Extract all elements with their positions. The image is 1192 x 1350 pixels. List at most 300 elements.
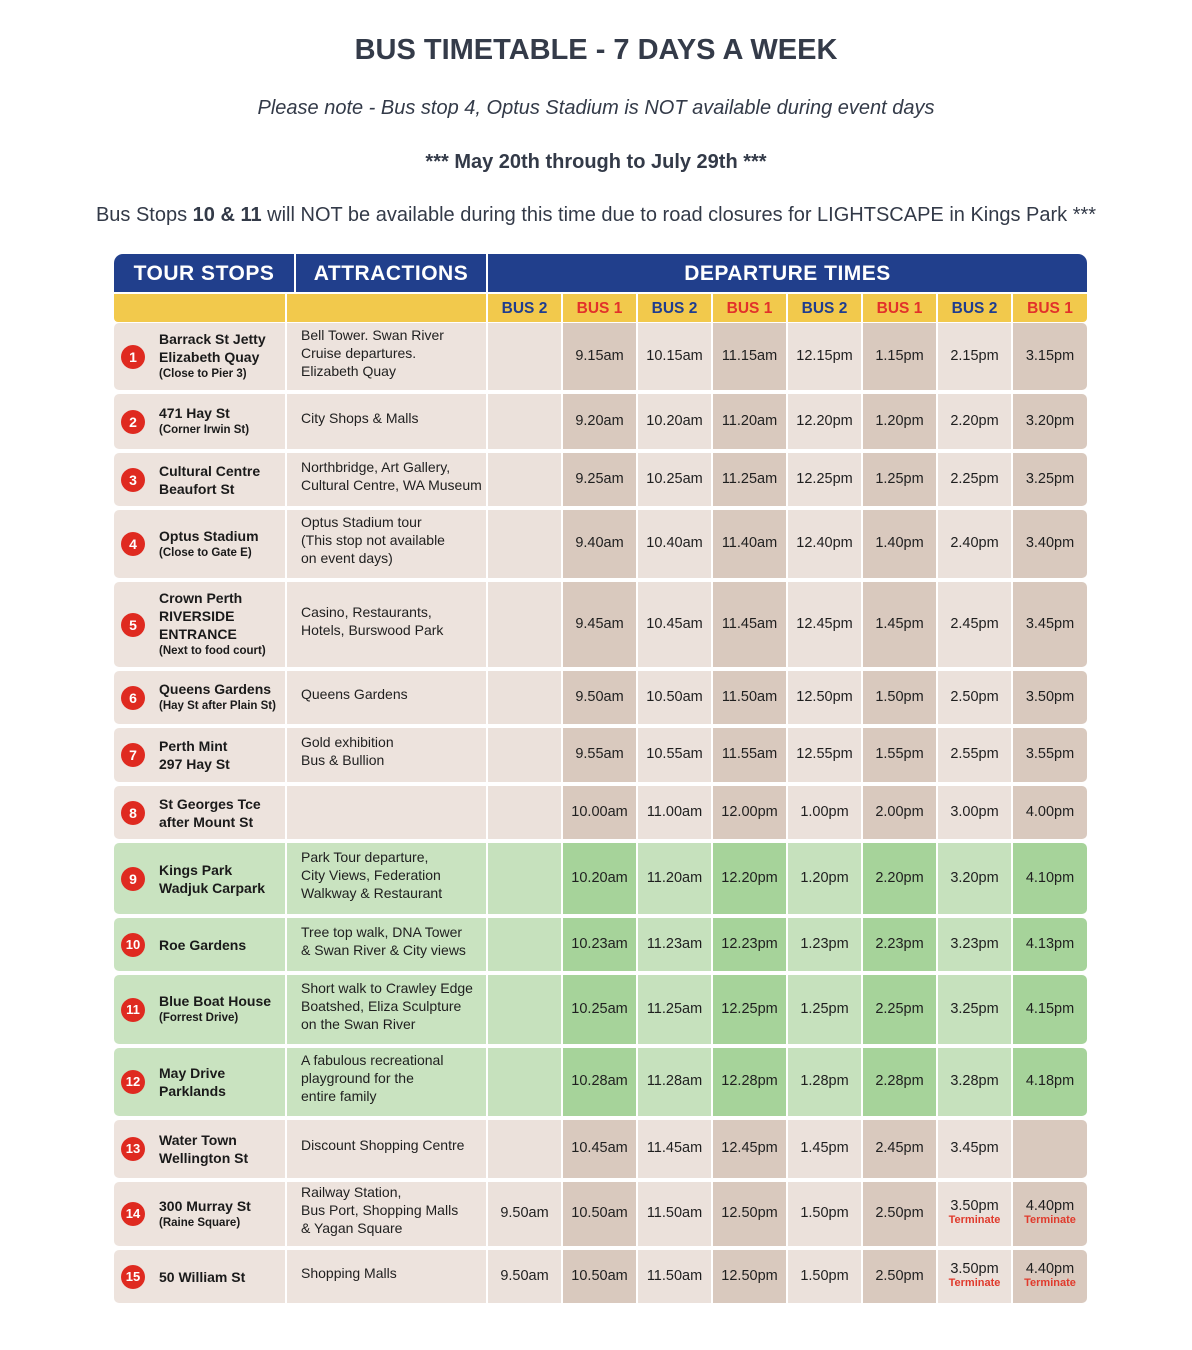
departure-time-value: 3.50pm [950, 1260, 999, 1277]
departure-time-value: 12.20pm [721, 869, 778, 886]
departure-time-cell [938, 786, 1011, 839]
departure-time-cell [1013, 1120, 1087, 1178]
departure-time [713, 471, 786, 487]
departure-time-value: 12.23pm [721, 935, 778, 952]
departure-time-value: 4.00pm [1025, 803, 1075, 820]
departure-time-cell [638, 582, 711, 667]
departure-time-value: 1.15pm [875, 347, 924, 364]
departure-time [1013, 535, 1087, 551]
departure-time [788, 804, 861, 820]
stop-name [159, 527, 281, 562]
departure-time-cell [938, 453, 1011, 506]
departure-time [713, 936, 786, 952]
departure-time-cell [1013, 975, 1087, 1044]
tour-stop-cell [114, 582, 285, 667]
timetable-row [114, 975, 1087, 1044]
departure-time [1013, 1073, 1087, 1089]
departure-time-value: 1.50pm [800, 1267, 849, 1284]
tour-stop-cell [114, 786, 285, 839]
closure-suffix: will NOT be available during this time due to road closures for LIGHTSCAPE in Kings Park *** [261, 204, 1097, 226]
departure-time-value: 2.50pm [875, 1267, 924, 1284]
departure-time-cell [563, 323, 636, 390]
departure-time-cell [638, 1250, 711, 1303]
subheader-divider [936, 294, 938, 322]
road-closure-notice [0, 204, 1192, 227]
departure-time-cell [563, 394, 636, 449]
bus-subheader [114, 294, 1087, 322]
stop-name-text: 471 Hay St [159, 405, 230, 421]
subheader-divider [285, 294, 287, 322]
timetable-row [114, 918, 1087, 971]
subheader-divider [636, 294, 638, 322]
attraction-text: Discount Shopping Centre [301, 1137, 465, 1153]
departure-time-value: 4.13pm [1025, 935, 1075, 952]
departure-time [938, 936, 1011, 952]
attraction-cell [287, 1250, 486, 1303]
departure-time-value: 10.55am [646, 746, 703, 762]
departure-time-value: 9.15am [575, 347, 624, 364]
stop-name [159, 1064, 281, 1100]
bus-column-header: BUS 1 [1027, 300, 1073, 317]
departure-time [563, 1268, 636, 1284]
stop-name [159, 1131, 281, 1167]
departure-time [938, 348, 1011, 364]
departure-time-cell [563, 453, 636, 506]
departure-time [1013, 413, 1087, 429]
timetable-header [114, 254, 1087, 292]
departure-time-cell [638, 918, 711, 971]
departure-time-cell [1013, 394, 1087, 449]
departure-time [563, 804, 636, 820]
departure-time [788, 1140, 861, 1156]
attraction-cell [287, 975, 486, 1044]
departure-time-cell [638, 394, 711, 449]
departure-time-cell [863, 975, 936, 1044]
departure-time-cell [488, 323, 561, 390]
stop-name-text: Optus Stadium [159, 527, 259, 544]
departure-time [638, 936, 711, 952]
departure-time-cell [1013, 323, 1087, 390]
tour-stop-cell [114, 510, 285, 578]
attraction-cell [287, 1048, 486, 1116]
departure-time [788, 1073, 861, 1089]
departure-time-cell [788, 975, 861, 1044]
departure-time [1013, 1261, 1087, 1290]
departure-time-cell [488, 510, 561, 578]
departure-time [863, 804, 936, 820]
departure-time-cell [713, 323, 786, 390]
departure-time-value: 4.18pm [1025, 1073, 1075, 1089]
departure-time-cell [638, 1182, 711, 1246]
stop-name [159, 795, 281, 831]
departure-time-value: 1.00pm [800, 803, 849, 820]
timetable-row [114, 323, 1087, 390]
departure-time-cell [938, 510, 1011, 578]
departure-time-cell [713, 786, 786, 839]
departure-time [563, 1205, 636, 1221]
stop-name-text: Kings Park Wadjuk Carpark [159, 861, 266, 896]
stop-name [159, 1197, 281, 1232]
timetable-row [114, 671, 1087, 724]
departure-time [1013, 870, 1087, 886]
attraction-text: A fabulous recreational playground for the entire family [301, 1052, 444, 1104]
departure-time [938, 1001, 1011, 1017]
departure-time-cell [788, 728, 861, 782]
departure-time-cell [638, 453, 711, 506]
departure-time-cell [863, 1048, 936, 1116]
stop-number-badge: 5 [121, 613, 145, 637]
timetable-row [114, 582, 1087, 667]
departure-time [938, 1073, 1011, 1089]
departure-time-value: 1.50pm [875, 688, 924, 705]
departure-time-value: 3.50pm [1025, 688, 1075, 705]
departure-time-value: 11.28am [646, 1073, 703, 1089]
departure-time-value: 9.50am [500, 1267, 549, 1284]
stop-name [159, 462, 281, 498]
stop-number-badge: 11 [121, 998, 145, 1022]
departure-time-value: 12.40pm [796, 535, 853, 551]
departure-time [863, 535, 936, 551]
departure-time-cell [788, 918, 861, 971]
departure-time [938, 616, 1011, 632]
departure-time [788, 616, 861, 632]
departure-time-cell [788, 1182, 861, 1246]
stop-location-note: (Next to food court) [159, 645, 266, 657]
departure-time-cell [788, 843, 861, 914]
departure-time-value: 10.50am [646, 688, 703, 705]
departure-time-cell [938, 1182, 1011, 1246]
attraction-cell [287, 1182, 486, 1246]
departure-time [563, 348, 636, 364]
departure-time-cell [863, 728, 936, 782]
departure-time-value: 3.28pm [950, 1073, 999, 1089]
departure-time-value: 2.25pm [875, 1000, 924, 1017]
departure-time [938, 413, 1011, 429]
departure-time-value: 4.15pm [1025, 1000, 1075, 1017]
departure-time-cell [788, 510, 861, 578]
bus-column-header: BUS 1 [726, 300, 773, 317]
stop-number-badge: 14 [121, 1202, 145, 1226]
departure-time-cell [713, 582, 786, 667]
departure-time-cell [713, 975, 786, 1044]
departure-time [638, 348, 711, 364]
subheader-divider [561, 294, 563, 322]
page-title: BUS TIMETABLE - 7 DAYS A WEEK [354, 34, 838, 66]
header-departure-times: DEPARTURE TIMES [684, 262, 891, 285]
stop-name [159, 1268, 281, 1286]
departure-time-cell [638, 510, 711, 578]
departure-time-value: 2.28pm [875, 1073, 924, 1089]
departure-time-value: 11.50am [721, 688, 778, 705]
departure-time-cell [563, 918, 636, 971]
departure-time-cell [713, 1048, 786, 1116]
departure-time-value: 12.55pm [796, 746, 853, 762]
attraction-text: Northbridge, Art Gallery, Cultural Centre, WA Museum [301, 458, 482, 493]
stop-location-note: (Forrest Drive) [159, 1012, 239, 1024]
departure-time-value: 11.50am [646, 1205, 703, 1221]
attraction-cell [287, 728, 486, 782]
stop-number-badge: 3 [121, 468, 145, 492]
departure-time [1013, 746, 1087, 762]
tour-stop-cell [114, 1120, 285, 1178]
departure-time [713, 1001, 786, 1017]
bus-column-header: BUS 1 [876, 300, 923, 317]
departure-time [488, 1205, 561, 1221]
departure-time [938, 870, 1011, 886]
departure-time-value: 10.20am [646, 412, 703, 429]
stop-number-badge: 10 [121, 933, 145, 957]
tour-stop-cell [114, 975, 285, 1044]
header-tour-stops: TOUR STOPS [133, 262, 275, 285]
departure-time-cell [788, 323, 861, 390]
attraction-cell [287, 671, 486, 724]
bus-column-header: BUS 2 [951, 300, 998, 317]
stop-name-text: 300 Murray St [159, 1197, 251, 1214]
departure-time [1013, 348, 1087, 364]
departure-time-cell [938, 975, 1011, 1044]
departure-time [863, 471, 936, 487]
departure-time [938, 746, 1011, 762]
departure-time-cell [938, 1250, 1011, 1303]
departure-time [563, 471, 636, 487]
departure-time-value: 3.55pm [1025, 746, 1075, 762]
departure-time-value: 1.50pm [800, 1205, 849, 1221]
departure-time [638, 689, 711, 705]
departure-time-cell [863, 453, 936, 506]
departure-time-value: 1.25pm [875, 470, 924, 487]
tour-stop-cell [114, 671, 285, 724]
departure-time-cell [713, 394, 786, 449]
tour-stop-cell [114, 1182, 285, 1246]
departure-time-value: 1.28pm [800, 1073, 849, 1089]
departure-time [863, 1073, 936, 1089]
departure-time [863, 616, 936, 632]
departure-time-value: 2.55pm [950, 746, 999, 762]
stop-name [159, 861, 281, 897]
terminate-label: Terminate [948, 1214, 1001, 1226]
bus-column-header: BUS 2 [651, 300, 698, 317]
departure-time [863, 689, 936, 705]
departure-time-value: 2.23pm [875, 935, 924, 952]
departure-time-value: 2.45pm [950, 615, 999, 632]
timetable-row [114, 786, 1087, 839]
departure-time-value: 3.50pm [950, 1198, 999, 1214]
departure-time [713, 535, 786, 551]
departure-time-cell [488, 1250, 561, 1303]
attraction-text: Railway Station, Bus Port, Shopping Malls & Yagan Square [301, 1184, 459, 1236]
departure-time-cell [788, 582, 861, 667]
attraction-text: Casino, Restaurants, Hotels, Burswood Park [301, 603, 444, 638]
subheader-divider [861, 294, 863, 322]
departure-time [563, 936, 636, 952]
event-day-note: Please note - Bus stop 4, Optus Stadium is NOT available during event days [257, 97, 935, 119]
timetable-row [114, 510, 1087, 578]
departure-time-cell [563, 1048, 636, 1116]
departure-time-value: 9.25am [575, 470, 624, 487]
departure-time [788, 936, 861, 952]
departure-time-cell [863, 671, 936, 724]
stop-number-badge: 12 [121, 1070, 145, 1094]
departure-time-cell [488, 394, 561, 449]
departure-time [788, 1205, 861, 1221]
departure-time-cell [863, 394, 936, 449]
departure-time-cell [863, 1250, 936, 1303]
departure-time [788, 1001, 861, 1017]
departure-time-cell [713, 1250, 786, 1303]
departure-time-value: 12.45pm [796, 615, 853, 632]
departure-time [638, 1268, 711, 1284]
departure-time-value: 3.23pm [950, 935, 999, 952]
departure-time-cell [788, 1120, 861, 1178]
departure-time-value: 10.50am [571, 1205, 628, 1221]
departure-time-value: 12.25pm [721, 1000, 778, 1017]
departure-time-cell [863, 323, 936, 390]
stop-name-text: Queens Gardens [159, 681, 272, 697]
departure-time-value: 10.28am [571, 1073, 628, 1089]
departure-time [938, 535, 1011, 551]
departure-time [788, 348, 861, 364]
departure-time-value: 2.40pm [950, 535, 999, 551]
departure-time-value: 12.45pm [721, 1140, 778, 1156]
departure-time-cell [938, 1120, 1011, 1178]
departure-time-value: 11.40am [721, 535, 778, 551]
bus-column-header: BUS 2 [801, 300, 848, 317]
departure-time-value: 3.25pm [1025, 470, 1075, 487]
attraction-text: Park Tour departure, City Views, Federation Walkway & Restaurant [301, 848, 443, 901]
stop-number-badge: 1 [121, 345, 145, 369]
attraction-cell [287, 323, 486, 390]
departure-time-cell [1013, 786, 1087, 839]
stop-name-text: St Georges Tce after Mount St [159, 795, 261, 830]
closure-stops: 10 & 11 [192, 204, 262, 226]
stop-name [159, 589, 281, 660]
attraction-cell [287, 843, 486, 914]
departure-time-value: 3.45pm [950, 1140, 999, 1156]
departure-time-value: 12.20pm [796, 412, 853, 429]
departure-time-cell [488, 786, 561, 839]
stop-number-badge: 6 [121, 686, 145, 710]
attraction-text: Gold exhibition Bus & Bullion [301, 734, 394, 768]
departure-time [713, 1205, 786, 1221]
departure-time-cell [713, 843, 786, 914]
timetable-row [114, 1182, 1087, 1246]
stop-name-text: Roe Gardens [159, 936, 247, 953]
closure-prefix: Bus Stops [95, 204, 193, 226]
departure-time-cell [563, 786, 636, 839]
departure-time-value: 1.23pm [800, 935, 849, 952]
departure-time-value: 10.20am [571, 869, 628, 886]
attraction-text: City Shops & Malls [301, 409, 419, 426]
departure-time-value: 12.25pm [796, 470, 853, 487]
departure-time-value: 12.28pm [721, 1073, 778, 1089]
departure-time [638, 535, 711, 551]
departure-time-value: 11.20am [646, 869, 703, 886]
departure-time-value: 3.20pm [1025, 412, 1075, 429]
departure-time [638, 1140, 711, 1156]
departure-time [563, 535, 636, 551]
departure-time-value: 12.15pm [796, 347, 853, 364]
departure-time [713, 870, 786, 886]
attraction-text: Optus Stadium tour (This stop not available on event days) [301, 514, 445, 566]
tour-stop-cell [114, 843, 285, 914]
departure-time [863, 413, 936, 429]
departure-time-value: 10.40am [646, 535, 703, 551]
timetable-row [114, 453, 1087, 506]
departure-time-cell [638, 786, 711, 839]
departure-time-cell [788, 786, 861, 839]
departure-time-value: 12.00pm [721, 803, 778, 820]
attraction-text: Short walk to Crawley Edge Boatshed, Eliza Sculpture on the Swan River [301, 979, 473, 1032]
attraction-cell [287, 394, 486, 449]
departure-time-value: 1.45pm [875, 615, 924, 632]
departure-time-cell [713, 1182, 786, 1246]
departure-time [863, 1001, 936, 1017]
departure-time-value: 9.45am [575, 615, 624, 632]
timetable-row [114, 728, 1087, 782]
departure-time [638, 471, 711, 487]
departure-time [788, 413, 861, 429]
tour-stop-cell [114, 918, 285, 971]
departure-time [863, 870, 936, 886]
departure-time [638, 1001, 711, 1017]
stop-name-text: Barrack St Jetty Elizabeth Quay [159, 331, 266, 365]
attraction-text: Tree top walk, DNA Tower & Swan River & City views [301, 923, 466, 958]
departure-time-cell [563, 975, 636, 1044]
departure-time-value: 2.15pm [950, 347, 999, 364]
departure-time-value: 11.20am [721, 412, 778, 429]
stop-number-badge: 15 [121, 1265, 145, 1289]
terminate-label: Terminate [1024, 1214, 1076, 1226]
departure-time-value: 10.00am [571, 803, 628, 820]
departure-time-value: 11.45am [721, 615, 778, 632]
stop-location-note: (Close to Pier 3) [159, 368, 247, 380]
departure-time-value: 11.50am [646, 1267, 703, 1284]
departure-time-cell [788, 671, 861, 724]
departure-time-value: 11.25am [721, 470, 778, 487]
departure-time-value: 4.40pm [1025, 1198, 1075, 1214]
stop-location-note: (Raine Square) [159, 1216, 241, 1229]
departure-time-value: 11.23am [646, 935, 703, 952]
subheader-divider [711, 294, 713, 322]
departure-time-cell [788, 394, 861, 449]
departure-time-value: 9.20am [575, 412, 624, 429]
stop-number-badge: 2 [121, 410, 145, 434]
departure-time-cell [863, 786, 936, 839]
departure-time [938, 471, 1011, 487]
departure-time [1013, 689, 1087, 705]
departure-time [563, 413, 636, 429]
departure-time-value: 10.25am [646, 470, 703, 487]
departure-time-value: 1.20pm [800, 869, 849, 886]
departure-time-cell [563, 582, 636, 667]
tour-stop-cell [114, 453, 285, 506]
departure-time [938, 689, 1011, 705]
tour-stop-cell [114, 728, 285, 782]
departure-time-cell [788, 1048, 861, 1116]
departure-time-cell [488, 843, 561, 914]
departure-time-value: 10.25am [571, 1000, 628, 1017]
departure-time-cell [1013, 1182, 1087, 1246]
stop-name [159, 737, 281, 773]
departure-time-value: 3.25pm [950, 1000, 999, 1017]
attraction-text: Shopping Malls [301, 1264, 397, 1281]
departure-time-cell [938, 323, 1011, 390]
departure-time [638, 870, 711, 886]
departure-time [788, 1268, 861, 1284]
attraction-cell [287, 582, 486, 667]
departure-time-cell [488, 582, 561, 667]
departure-time [1013, 936, 1087, 952]
